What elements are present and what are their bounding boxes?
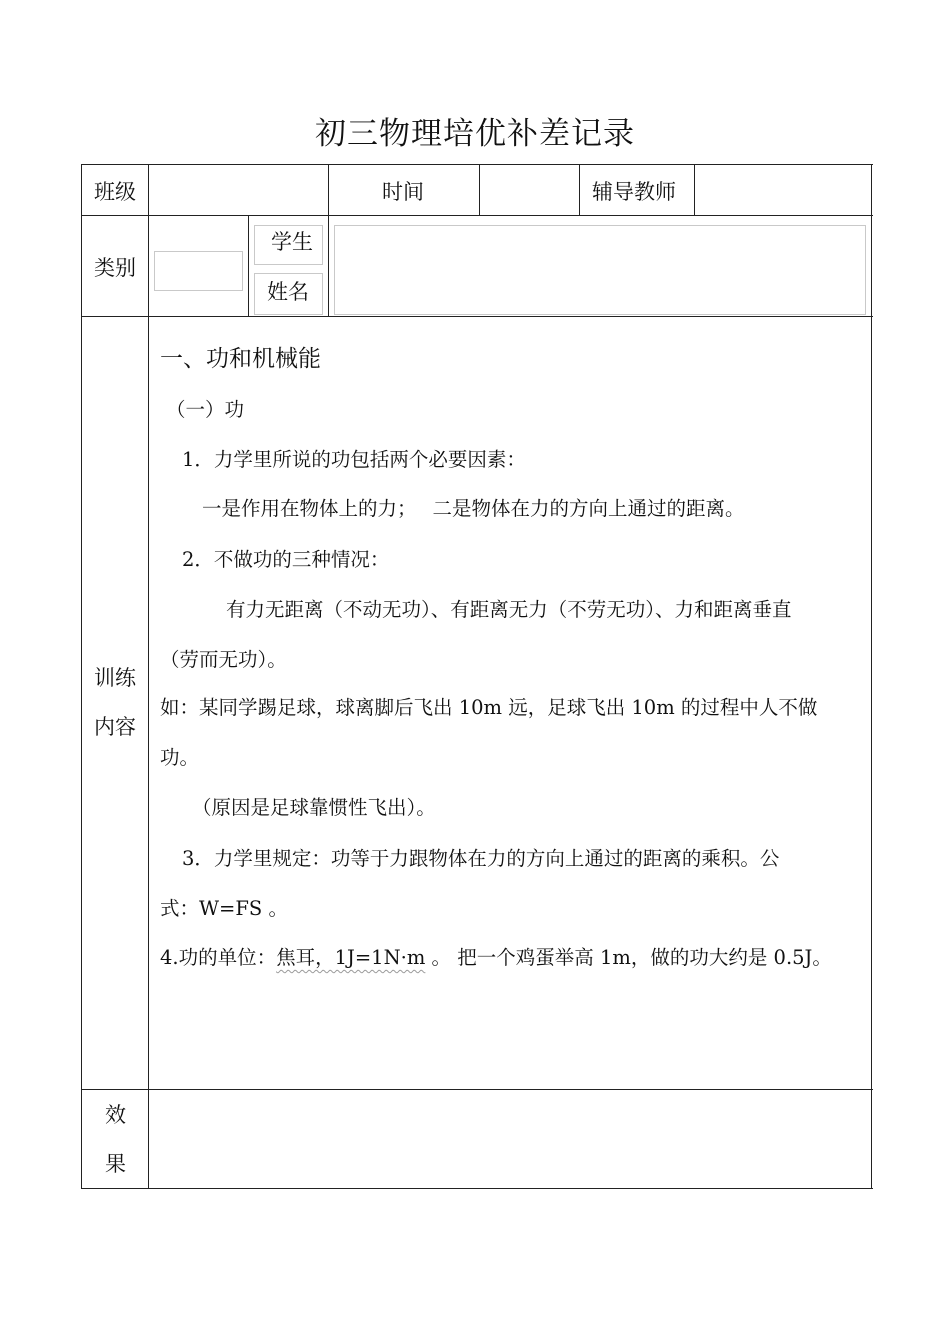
page-title: 初三物理培优补差记录 xyxy=(315,116,635,152)
table-border-bottom xyxy=(81,1188,873,1189)
row-divider-3 xyxy=(81,1089,873,1090)
paragraph-4-line-1: 有力无距离（不动无功）、有距离无力（不劳无功）、力和距离垂直 xyxy=(226,598,792,621)
time-value[interactable] xyxy=(488,176,572,202)
row-divider-1 xyxy=(81,215,873,216)
time-label: 时间 xyxy=(382,180,424,204)
paragraph-2: 一是作用在物体上的力； 二是物体在力的方向上通过的距离。 xyxy=(202,497,745,520)
teacher-label: 辅导教师 xyxy=(592,180,676,204)
training-label-line-2: 内容 xyxy=(94,715,136,739)
student-label-line-1: 学生 xyxy=(271,230,313,254)
header-divider-4 xyxy=(694,164,695,216)
category-divider-1 xyxy=(248,215,249,317)
paragraph-7-line-2: 式：W=FS 。 xyxy=(160,897,288,920)
header-divider-1 xyxy=(328,164,329,216)
student-label-line-2: 姓名 xyxy=(267,280,309,304)
table-border-right xyxy=(871,164,872,1189)
section-title: 一、功和机械能 xyxy=(160,346,321,372)
label-column-divider xyxy=(148,164,149,1189)
paragraph-8 xyxy=(160,942,832,970)
class-value[interactable] xyxy=(160,176,320,202)
paragraph-8-prefix: 4.功的单位： xyxy=(160,946,277,969)
header-divider-3 xyxy=(579,164,580,216)
paragraph-5-line-1: 如：某同学踢足球，球离脚后飞出 10m 远，足球飞出 10m 的过程中人不做 xyxy=(160,696,818,719)
header-divider-2 xyxy=(479,164,480,216)
training-label-line-1: 训练 xyxy=(94,666,136,690)
category-label: 类别 xyxy=(94,256,136,280)
table-border-left xyxy=(81,164,82,1189)
effect-label-line-2: 果 xyxy=(105,1152,126,1176)
row-divider-2 xyxy=(81,316,873,317)
teacher-value[interactable] xyxy=(704,176,864,202)
paragraph-8-unit: 焦耳，1J=1N·m xyxy=(276,946,426,969)
subsection-title: （一）功 xyxy=(166,398,245,421)
paragraph-8-suffix: 。 把一个鸡蛋举高 1m，做的功大约是 0.5J。 xyxy=(425,946,832,969)
effect-label-line-1: 效 xyxy=(105,1103,126,1127)
effect-value[interactable] xyxy=(160,1100,860,1180)
paragraph-1: 1．力学里所说的功包括两个必要因素： xyxy=(182,448,526,471)
paragraph-7-line-1: 3．力学里规定：功等于力跟物体在力的方向上通过的距离的乘积。公 xyxy=(182,847,780,870)
student-name-input-box[interactable] xyxy=(334,225,866,315)
paragraph-6: （原因是足球靠惯性飞出）。 xyxy=(192,796,436,819)
table-border-top xyxy=(81,164,873,165)
category-divider-2 xyxy=(328,215,329,317)
paragraph-3: 2．不做功的三种情况： xyxy=(182,548,390,571)
class-label: 班级 xyxy=(94,180,136,204)
paragraph-4-line-2: （劳而无功）。 xyxy=(160,648,287,671)
paragraph-5-line-2: 功。 xyxy=(160,746,200,769)
category-input-box[interactable] xyxy=(154,251,243,291)
